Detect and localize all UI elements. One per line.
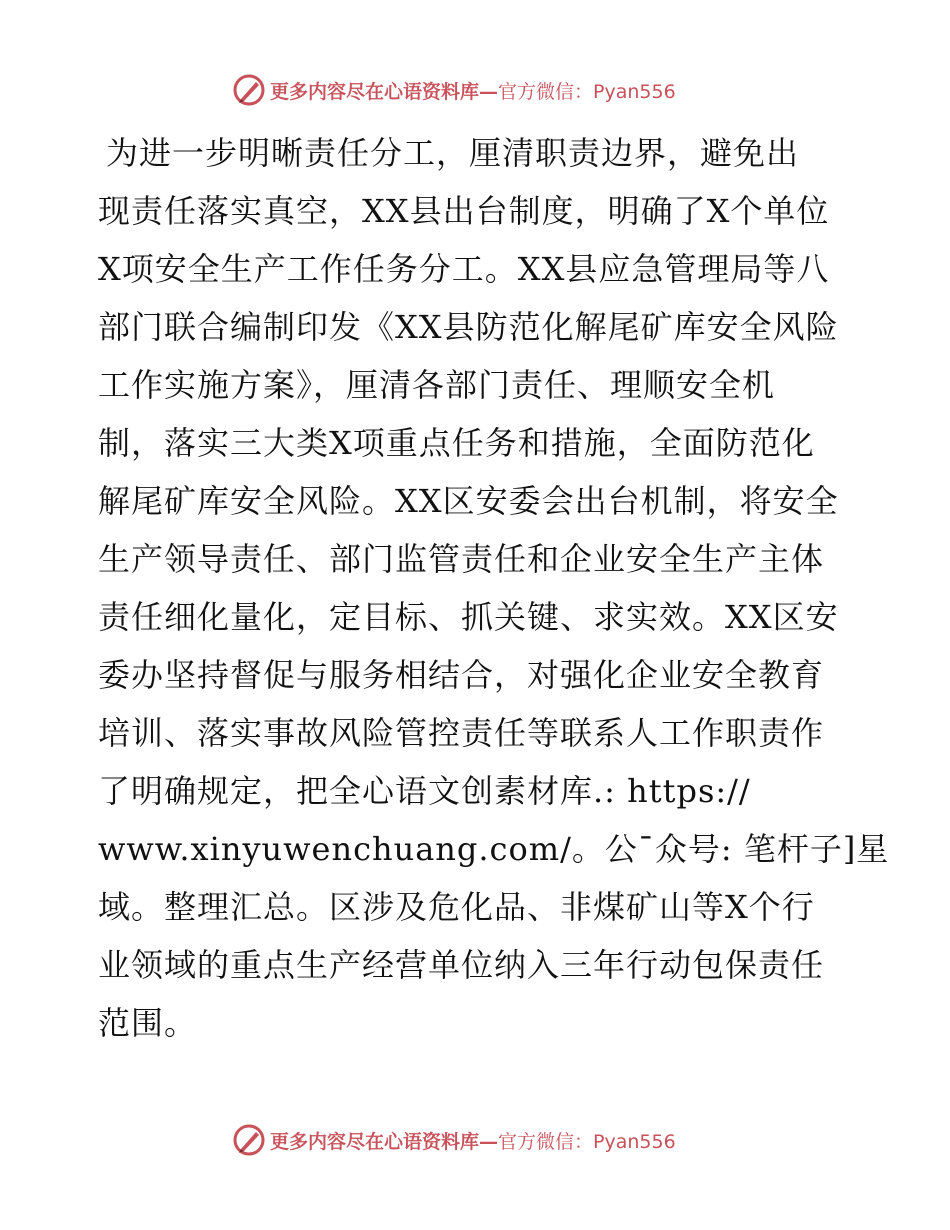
header-banner-text [270, 77, 676, 104]
body-line: 制，落实三大类X项重点任务和措施，全面防范化 [98, 424, 815, 462]
body-line: 培训、落实事故风险管控责任等联系人工作职责作 [98, 714, 825, 752]
pen-logo-icon [232, 73, 266, 107]
body-line: 委办坚持督促与服务相结合，对强化企业安全教育 [98, 656, 825, 694]
header-banner-dash: — [479, 80, 499, 103]
header-banner [232, 70, 752, 110]
body-line: www.xinyuwenchuang.com/。公¯众号: 笔杆子]星 [98, 830, 890, 868]
body-line: 为进一步明晰责任分工，厘清职责边界，避免出 [106, 134, 800, 172]
body-line: 生产领导责任、部门监管责任和企业安全生产主体 [98, 540, 825, 578]
body-line: 域。整理汇总。区涉及危化品、非煤矿山等X个行 [98, 888, 815, 926]
footer-banner-contact: 官方微信：Pyan556 [498, 1130, 676, 1153]
footer-banner-main: 更多内容尽在心语资料库 [270, 1130, 480, 1153]
body-line: X项安全生产工作任务分工。XX县应急管理局等八 [98, 250, 830, 288]
header-banner-main: 更多内容尽在心语资料库 [270, 80, 480, 103]
body-line: 业领域的重点生产经营单位纳入三年行动包保责任 [98, 946, 825, 984]
footer-banner-text [270, 1127, 676, 1154]
body-line: 部门联合编制印发《XX县防范化解尾矿库安全风险 [98, 308, 839, 346]
body-line: 范围。 [98, 1004, 198, 1042]
body-line: 现责任落实真空，XX县出台制度，明确了X个单位 [98, 192, 830, 230]
body-line: 了明确规定，把全心语文创素材库.: https:// [98, 772, 751, 810]
header-banner-contact: 官方微信：Pyan556 [498, 80, 676, 103]
document-body [98, 124, 890, 1052]
footer-banner-dash: — [479, 1130, 499, 1153]
footer-banner [232, 1120, 752, 1160]
body-line: 工作实施方案》，厘清各部门责任、理顺安全机 [98, 366, 776, 404]
pen-logo-icon [232, 1123, 266, 1157]
body-line: 解尾矿库安全风险。XX区安委会出台机制，将安全 [98, 482, 839, 520]
body-line: 责任细化量化，定目标、抓关键、求实效。XX区安 [98, 598, 839, 636]
